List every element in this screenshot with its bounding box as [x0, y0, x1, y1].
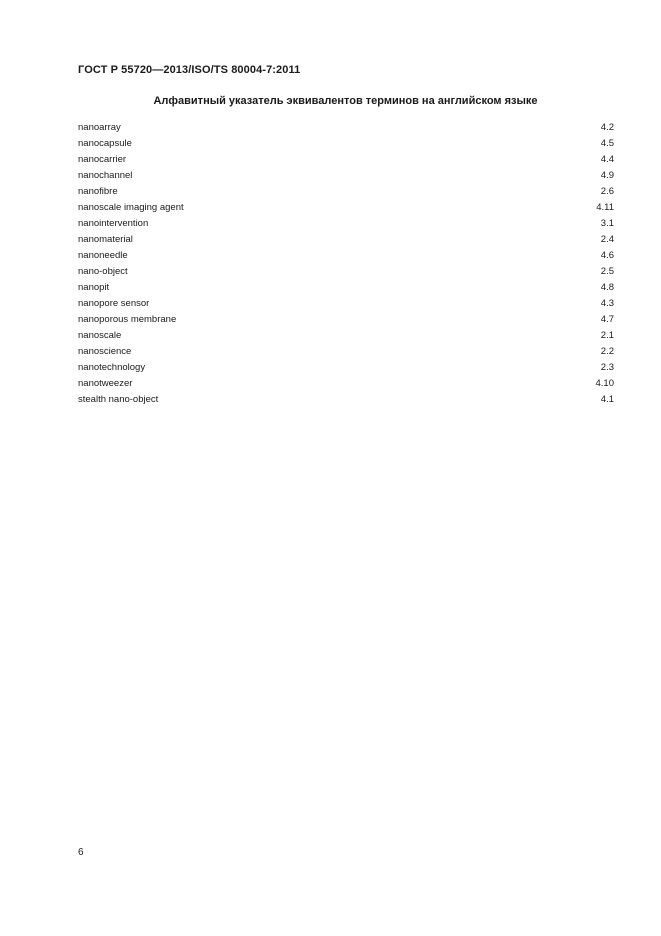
index-row [78, 297, 614, 313]
index-term: nanoarray [78, 122, 121, 133]
index-row [78, 185, 614, 201]
index-term: nanoneedle [78, 250, 128, 261]
index-ref: 2.3 [600, 362, 614, 373]
index-ref: 4.6 [600, 250, 614, 261]
index-row [78, 153, 614, 169]
index-ref: 4.9 [600, 170, 614, 181]
index-term: nanotweezer [78, 378, 133, 389]
index-term: nanochannel [78, 170, 133, 181]
index-row [78, 137, 614, 153]
index-ref: 4.3 [600, 298, 614, 309]
index-row [78, 329, 614, 345]
index-row [78, 313, 614, 329]
index-ref: 4.4 [600, 154, 614, 165]
section-title [0, 95, 661, 107]
index-row [78, 249, 614, 265]
index-term: nanoscale imaging agent [78, 202, 184, 213]
index-row [78, 345, 614, 361]
index-term: nanocarrier [78, 154, 127, 165]
index-term: nanoscience [78, 346, 132, 357]
index-ref: 4.10 [595, 378, 614, 389]
index-row [78, 393, 614, 409]
index-row [78, 233, 614, 249]
index-term: nanopore sensor [78, 298, 150, 309]
index-row [78, 217, 614, 233]
index-ref: 4.2 [600, 122, 614, 133]
index-row [78, 377, 614, 393]
index-term: nanomaterial [78, 234, 133, 245]
index-ref: 2.1 [600, 330, 614, 341]
index-ref: 4.8 [600, 282, 614, 293]
index-row [78, 281, 614, 297]
index-ref: 2.2 [600, 346, 614, 357]
index-ref: 2.4 [600, 234, 614, 245]
index-ref: 2.6 [600, 186, 614, 197]
index-term: nanointervention [78, 218, 149, 229]
index-ref: 4.7 [600, 314, 614, 325]
standard-header: ГОСТ Р 55720—2013/ISO/TS 80004-7:2011 [78, 64, 301, 76]
index-ref: 2.5 [600, 266, 614, 277]
index-term: nano-object [78, 266, 128, 277]
index-ref: 3.1 [600, 218, 614, 229]
index-row [78, 121, 614, 137]
term-index-list [78, 121, 614, 409]
index-row [78, 169, 614, 185]
index-term: nanoscale [78, 330, 122, 341]
index-term: nanotechnology [78, 362, 146, 373]
section-title-text: Алфавитный указатель эквивалентов терминов на английском языке [153, 95, 538, 107]
page-number: 6 [78, 847, 84, 858]
index-ref: 4.1 [600, 394, 614, 405]
index-row [78, 201, 614, 217]
index-ref: 4.5 [600, 138, 614, 149]
index-term: nanocapsule [78, 138, 132, 149]
index-ref: 4.11 [596, 202, 614, 213]
index-term: nanopit [78, 282, 110, 293]
index-term: stealth nano-object [78, 394, 159, 405]
index-row [78, 265, 614, 281]
index-term: nanoporous membrane [78, 314, 177, 325]
index-row [78, 361, 614, 377]
index-term: nanofibre [78, 186, 118, 197]
